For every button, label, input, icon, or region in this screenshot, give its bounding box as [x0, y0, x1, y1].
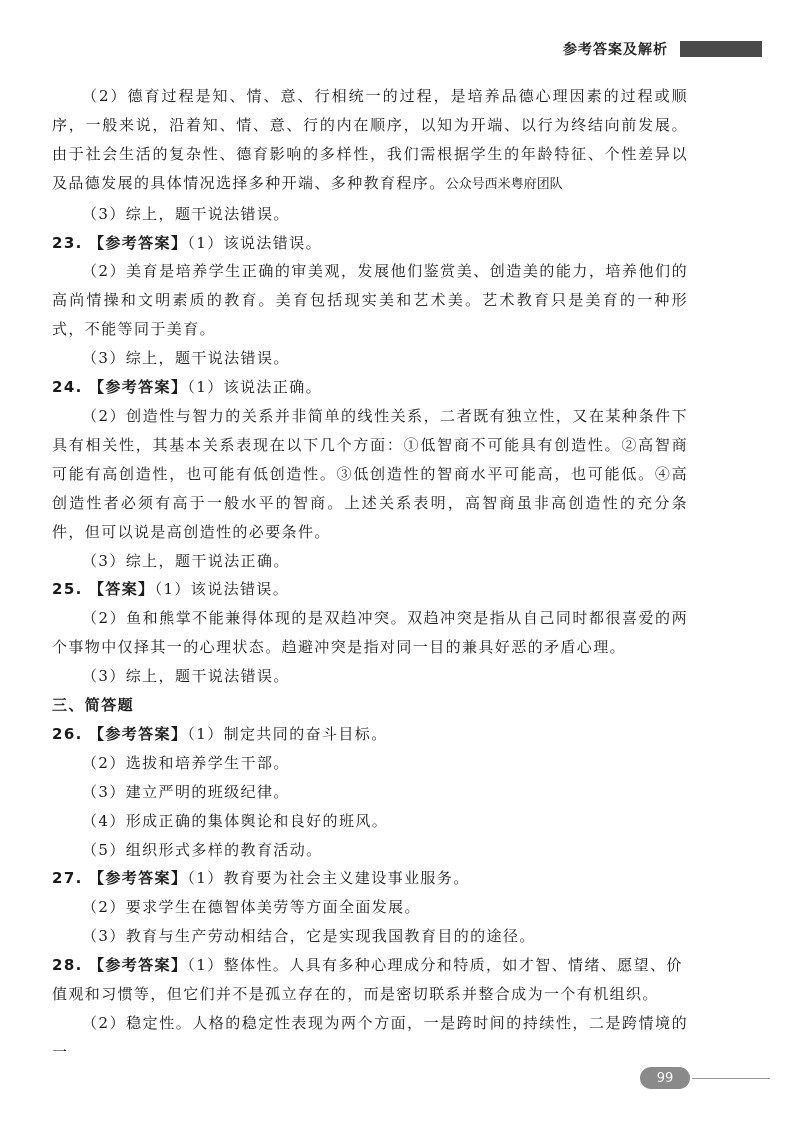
paragraph: （2）稳定性。人格的稳定性表现为两个方面，一是跨时间的持续性，二是跨情境的一 — [52, 1014, 688, 1061]
paragraph: （3）综上，题干说法错误。 — [82, 349, 290, 368]
list-item: （3）教育与生产劳动相结合，它是实现我国教育目的的途径。 — [82, 927, 536, 946]
list-item: （4）形成正确的集体舆论和良好的班风。 — [82, 811, 389, 830]
paragraph: （2）美育是培养学生正确的审美观，发展他们鉴赏美、创造美的能力，培养他们的高尚情操和文明素质的教育。美育包括现实美和艺术美。艺术教育只是美育的一种形式，不能等同于美育。 — [52, 262, 688, 339]
question-25: 25. 【答案】（1）该说法错误。 — [52, 580, 290, 599]
question-28: 28. 【参考答案】（1）整体性。人具有多种心理成分和特质，如才智、情绪、愿望、价值观和习惯等，但它们并不是孤立存在的，而是密切联系并整合成为一个有机组织。 — [52, 956, 683, 1004]
list-item: （5）组织形式多样的教育活动。 — [82, 840, 323, 859]
page-number: 99 — [640, 1067, 690, 1089]
header-title: 参考答案及解析 — [563, 42, 668, 58]
page-footer — [640, 1067, 770, 1089]
paragraph: （3）综上，题干说法错误。 — [82, 667, 290, 686]
list-item: （2）选拔和培养学生干部。 — [82, 753, 290, 772]
header-bar — [680, 41, 762, 57]
list-item: （3）建立严明的班级纪律。 — [82, 782, 290, 801]
paragraph: （3）综上，题干说法错误。 — [82, 204, 290, 223]
question-27: 27. 【参考答案】（1）教育要为社会主义建设事业服务。 — [52, 869, 470, 888]
paragraph: （2）德育过程是知、情、意、行相统一的过程，是培养品德心理因素的过程或顺序，一般来说，沿着知、情、意、行的内在顺序，以知为开端、以行为终结向前发展。由于社会生活的复杂性、德育影响的多样性，我们需根据学生的年龄特征、个性差异以及品德发展的具体情况选择多种开端、多种教育程序。公众号西米粤府团队 — [52, 87, 688, 192]
page-header — [563, 38, 762, 60]
question-24: 24. 【参考答案】（1）该说法正确。 — [52, 378, 323, 397]
answer-content — [52, 82, 688, 1067]
paragraph: （2）鱼和熊掌不能兼得体现的是双趋冲突。双趋冲突是指从自己同时都很喜爱的两个事物中仅择其一的心理状态。趋避冲突是指对同一目的兼具好恶的矛盾心理。 — [52, 609, 688, 657]
paragraph: （2）创造性与智力的关系并非简单的线性关系，二者既有独立性，又在某种条件下具有相关性，其基本关系表现在以下几个方面：①低智商不可能具有创造性。②高智商可能有高创造性，也可能有低创造性。③低创造性的智商水平可能高，也可能低。④高创造性者必须有高于一般水平的智商。上述关系表明，高智商虽非高创造性的充分条件，但可以说是高创造性的必要条件。 — [52, 406, 688, 541]
question-26: 26. 【参考答案】（1）制定共同的奋斗目标。 — [52, 724, 388, 743]
section-heading: 三、简答题 — [52, 696, 135, 715]
question-23: 23. 【参考答案】（1）该说法错误。 — [52, 233, 323, 252]
watermark-note: 公众号西米粤府团队 — [445, 176, 563, 192]
footer-rule — [692, 1078, 770, 1079]
paragraph: （3）综上，题干说法正确。 — [82, 551, 290, 570]
list-item: （2）要求学生在德智体美劳等方面全面发展。 — [82, 898, 421, 917]
